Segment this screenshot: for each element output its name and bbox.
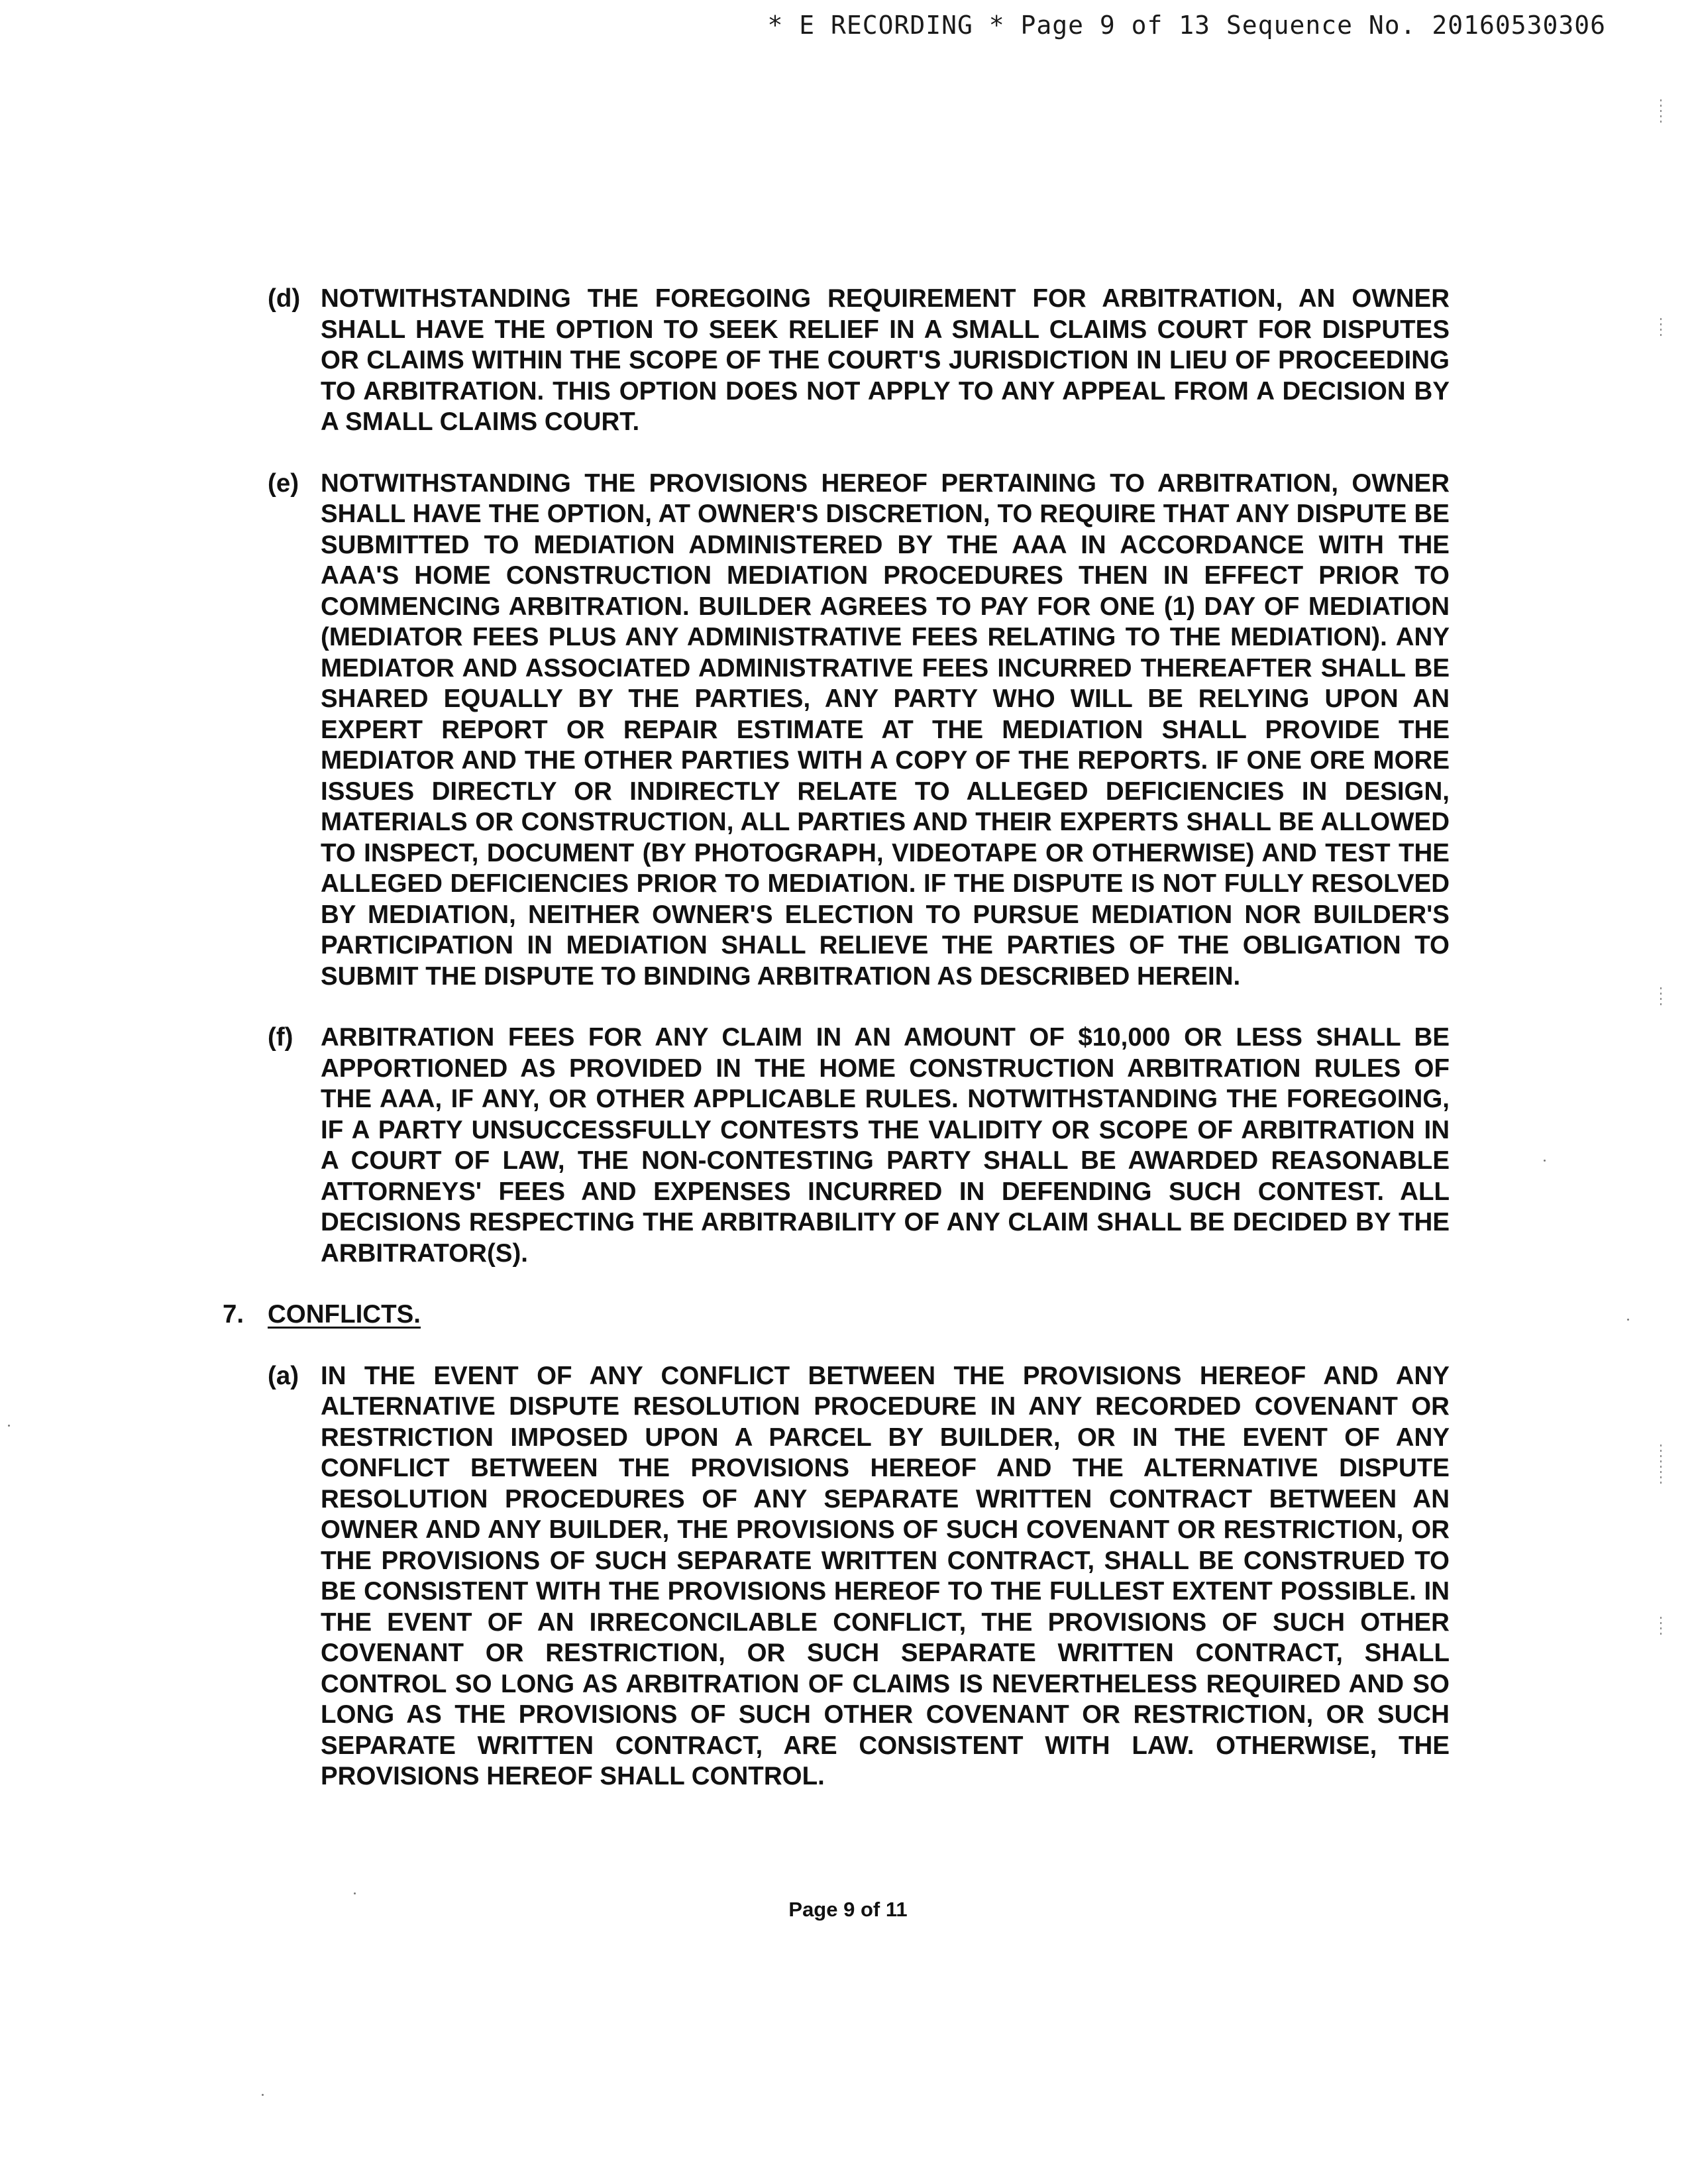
scan-edge-mark (1660, 99, 1662, 126)
scan-speck (1627, 1319, 1629, 1321)
paragraph-f (268, 1022, 1450, 1269)
document-body (223, 284, 1450, 1823)
paragraph-text: ARBITRATION FEES FOR ANY CLAIM IN AN AMOUNT OF $10,000 OR LESS SHALL BE APPORTIONED AS PROVIDED IN THE HOME CONSTRUCTION ARBITRATION RULES OF THE AAA, IF ANY, OR OTHER APPLICABLE RULES. NOTWITHSTANDING THE FOREGOING, IF A PARTY UNSUCCESSFULLY CONTESTS THE VALIDITY OR SCOPE OF ARBITRATION IN A COURT OF LAW, THE NON-CONTESTING PARTY SHALL BE AWARDED REASONABLE ATTORNEYS' FEES AND EXPENSES INCURRED IN DEFENDING SUCH CONTEST. ALL DECISIONS RESPECTING THE ARBITRABILITY OF ANY CLAIM SHALL BE DECIDED BY THE ARBITRATOR(S). (321, 1023, 1450, 1268)
scan-edge-mark (1660, 1445, 1662, 1484)
section-heading-conflicts (223, 1299, 1450, 1331)
page-footer: Page 9 of 11 (788, 1898, 908, 1921)
scan-speck (1544, 1160, 1546, 1162)
section-title: CONFLICTS. (268, 1300, 421, 1329)
paragraph-label: (f) (268, 1023, 293, 1052)
scan-edge-mark (1660, 1617, 1662, 1637)
scan-edge-mark (1660, 987, 1662, 1007)
section-number: 7. (223, 1300, 244, 1329)
paragraph-e (268, 468, 1450, 993)
paragraph-label: (a) (268, 1361, 299, 1390)
paragraph-label: (d) (268, 284, 301, 313)
paragraph-text: IN THE EVENT OF ANY CONFLICT BETWEEN THE PROVISIONS HEREOF AND ANY ALTERNATIVE DISPUTE RESOLUTION PROCEDURE IN ANY RECORDED COVENANT OR RESTRICTION IMPOSED UPON A PARCEL BY BUILDER, OR IN THE EVENT OF ANY CONFLICT BETWEEN THE PROVISIONS HEREOF AND THE ALTERNATIVE DISPUTE RESOLUTION PROCEDURES OF ANY SEPARATE WRITTEN CONTRACT BETWEEN AN OWNER AND ANY BUILDER, THE PROVISIONS OF SUCH COVENANT OR RESTRICTION, OR THE PROVISIONS OF SUCH SEPARATE WRITTEN CONTRACT, SHALL BE CONSTRUED TO BE CONSISTENT WITH THE PROVISIONS HEREOF TO THE FULLEST EXTENT POSSIBLE. IN THE EVENT OF AN IRRECONCILABLE CONFLICT, THE PROVISIONS OF SUCH OTHER COVENANT OR RESTRICTION, OR SUCH SEPARATE WRITTEN CONTRACT, SHALL CONTROL SO LONG AS ARBITRATION OF CLAIMS IS NEVERTHELESS REQUIRED AND SO LONG AS THE PROVISIONS OF SUCH OTHER COVENANT OR RESTRICTION, OR SUCH SEPARATE WRITTEN CONTRACT, ARE CONSISTENT WITH LAW. OTHERWISE, THE PROVISIONS HEREOF SHALL CONTROL. (321, 1361, 1450, 1790)
paragraph-text: NOTWITHSTANDING THE FOREGOING REQUIREMENT FOR ARBITRATION, AN OWNER SHALL HAVE THE OPTION TO SEEK RELIEF IN A SMALL CLAIMS COURT FOR DISPUTES OR CLAIMS WITHIN THE SCOPE OF THE COURT'S JURISDICTION IN LIEU OF PROCEEDING TO ARBITRATION. THIS OPTION DOES NOT APPLY TO ANY APPEAL FROM A DECISION BY A SMALL CLAIMS COURT. (321, 284, 1450, 436)
scan-edge-mark (1660, 318, 1662, 338)
paragraph-label: (e) (268, 468, 299, 498)
paragraph-7a (268, 1361, 1450, 1792)
paragraph-d (268, 284, 1450, 438)
scan-speck (262, 2094, 264, 2096)
paragraph-text: NOTWITHSTANDING THE PROVISIONS HEREOF PERTAINING TO ARBITRATION, OWNER SHALL HAVE THE OPTION, AT OWNER'S DISCRETION, TO REQUIRE THAT ANY DISPUTE BE SUBMITTED TO MEDIATION ADMINISTERED BY THE AAA IN ACCORDANCE WITH THE AAA'S HOME CONSTRUCTION MEDIATION PROCEDURES THEN IN EFFECT PRIOR TO COMMENCING ARBITRATION. BUILDER AGREES TO PAY FOR ONE (1) DAY OF MEDIATION (MEDIATOR FEES PLUS ANY ADMINISTRATIVE FEES RELATING TO THE MEDIATION). ANY MEDIATOR AND ASSOCIATED ADMINISTRATIVE FEES INCURRED THEREAFTER SHALL BE SHARED EQUALLY BY THE PARTIES, ANY PARTY WHO WILL BE RELYING UPON AN EXPERT REPORT OR REPAIR ESTIMATE AT THE MEDIATION SHALL PROVIDE THE MEDIATOR AND THE OTHER PARTIES WITH A COPY OF THE REPORTS. IF ONE ORE MORE ISSUES DIRECTLY OR INDIRECTLY RELATE TO ALLEGED DEFICIENCIES IN DESIGN, MATERIALS OR CONSTRUCTION, ALL PARTIES AND THEIR EXPERTS SHALL BE ALLOWED TO INSPECT, DOCUMENT (BY PHOTOGRAPH, VIDEOTAPE OR OTHERWISE) AND TEST THE ALLEGED DEFICIENCIES PRIOR TO MEDIATION. IF THE DISPUTE IS NOT FULLY RESOLVED BY MEDIATION, NEITHER OWNER'S ELECTION TO PURSUE MEDIATION NOR BUILDER'S PARTICIPATION IN MEDIATION SHALL RELIEVE THE PARTIES OF THE OBLIGATION TO SUBMIT THE DISPUTE TO BINDING ARBITRATION AS DESCRIBED HEREIN. (321, 468, 1450, 991)
scan-speck (8, 1425, 10, 1427)
scan-speck (354, 1892, 356, 1894)
recording-header: * E RECORDING * Page 9 of 13 Sequence No. 20160530306 (767, 11, 1606, 40)
